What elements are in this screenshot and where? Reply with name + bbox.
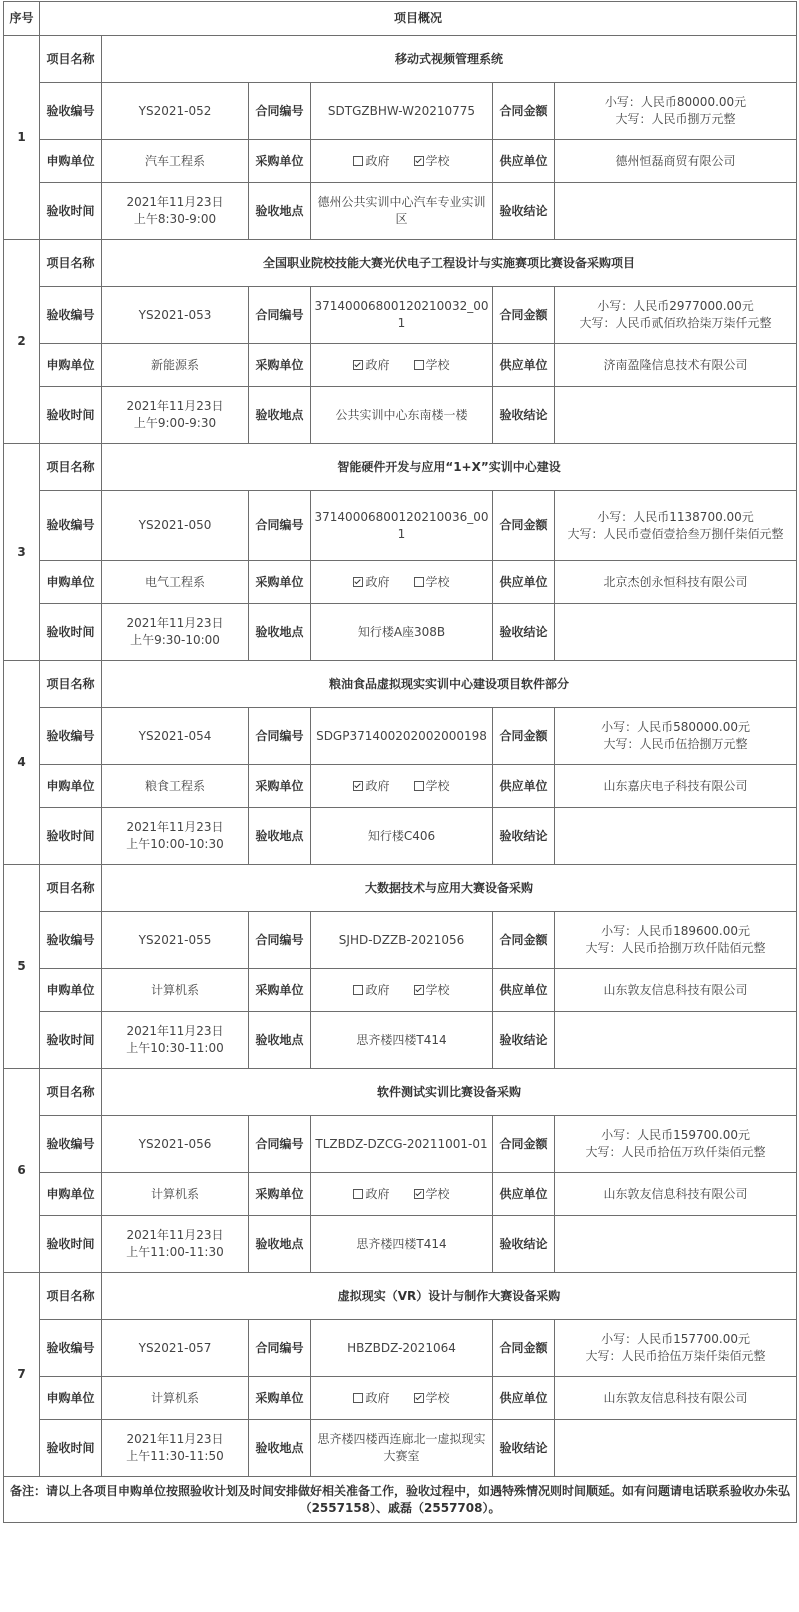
purchaser-option-gov-label: 政府 (365, 778, 390, 793)
amount-big: 大写：人民币捌万元整 (615, 112, 736, 126)
place-label: 验收地点 (249, 604, 311, 661)
empty-box-icon (414, 781, 424, 791)
applicant-label: 申购单位 (40, 140, 102, 183)
purchaser-option-school-label: 学校 (425, 574, 450, 589)
acceptance-date: 2021年11月23日 (126, 1228, 224, 1242)
purchaser-option-gov (353, 358, 389, 372)
supplier-label: 供应单位 (493, 765, 555, 808)
amount-big: 大写：人民币拾捌万玖仟陆佰元整 (585, 941, 766, 955)
purchaser-option-gov (353, 1187, 389, 1201)
project-7-time-row (4, 1420, 797, 1477)
contract-amount (555, 1116, 797, 1173)
project-2-unit-row (4, 344, 797, 387)
note-row (4, 1477, 797, 1523)
applicant-unit: 计算机系 (102, 1173, 249, 1216)
purchaser-label: 采购单位 (249, 344, 311, 387)
acceptance-conclusion (555, 387, 797, 444)
applicant-label: 申购单位 (40, 344, 102, 387)
contract-no-label: 合同编号 (249, 83, 311, 140)
acceptance-no-label: 验收编号 (40, 1116, 102, 1173)
purchaser-option-school-label: 学校 (425, 1390, 450, 1405)
acceptance-conclusion (555, 808, 797, 865)
acceptance-time (102, 1420, 249, 1477)
empty-box-icon (353, 156, 363, 166)
acceptance-conclusion (555, 183, 797, 240)
acceptance-place: 知行楼A座308B (311, 604, 493, 661)
checked-box-icon (414, 156, 424, 166)
place-label: 验收地点 (249, 1012, 311, 1069)
amount-big: 大写：人民币拾伍万柒仟柒佰元整 (585, 1349, 766, 1363)
empty-box-icon (353, 1189, 363, 1199)
project-name-label: 项目名称 (40, 661, 102, 708)
project-7-name-row (4, 1273, 797, 1320)
acceptance-time (102, 808, 249, 865)
purchaser-option-gov (353, 575, 389, 589)
project-name-label: 项目名称 (40, 1273, 102, 1320)
purchaser-option-gov (353, 779, 389, 793)
project-4-unit-row (4, 765, 797, 808)
place-label: 验收地点 (249, 808, 311, 865)
acceptance-no-label: 验收编号 (40, 912, 102, 969)
time-label: 验收时间 (40, 1216, 102, 1273)
acceptance-date: 2021年11月23日 (126, 616, 224, 630)
acceptance-time (102, 387, 249, 444)
supplier-unit: 山东敦友信息科技有限公司 (555, 1173, 797, 1216)
amount-label: 合同金额 (493, 491, 555, 561)
acceptance-schedule-table (3, 1, 797, 1523)
acceptance-no-label: 验收编号 (40, 708, 102, 765)
supplier-unit: 济南盈隆信息技术有限公司 (555, 344, 797, 387)
acceptance-time (102, 183, 249, 240)
applicant-unit: 电气工程系 (102, 561, 249, 604)
contract-amount (555, 287, 797, 344)
acceptance-no: YS2021-050 (102, 491, 249, 561)
purchaser-options (311, 1377, 493, 1420)
project-7-contract-row (4, 1320, 797, 1377)
project-name-label: 项目名称 (40, 36, 102, 83)
amount-small: 小写：人民币2977000.00元 (597, 299, 754, 313)
applicant-unit: 汽车工程系 (102, 140, 249, 183)
conclusion-label: 验收结论 (493, 808, 555, 865)
purchaser-option-school (414, 575, 450, 589)
supplier-unit: 山东嘉庆电子科技有限公司 (555, 765, 797, 808)
purchaser-options (311, 765, 493, 808)
acceptance-no: YS2021-055 (102, 912, 249, 969)
acceptance-time (102, 1012, 249, 1069)
project-2-contract-row (4, 287, 797, 344)
applicant-label: 申购单位 (40, 1377, 102, 1420)
project-4-name-row (4, 661, 797, 708)
amount-big: 大写：人民币拾伍万玖仟柒佰元整 (585, 1145, 766, 1159)
supplier-label: 供应单位 (493, 969, 555, 1012)
project-1-time-row (4, 183, 797, 240)
project-3-contract-row (4, 491, 797, 561)
acceptance-no: YS2021-052 (102, 83, 249, 140)
acceptance-no: YS2021-057 (102, 1320, 249, 1377)
amount-label: 合同金额 (493, 1116, 555, 1173)
supplier-label: 供应单位 (493, 1377, 555, 1420)
applicant-unit: 计算机系 (102, 1377, 249, 1420)
purchaser-options (311, 140, 493, 183)
acceptance-no-label: 验收编号 (40, 287, 102, 344)
note-text: 备注：请以上各项目申购单位按照验收计划及时间安排做好相关准备工作，验收过程中，如遇特殊情况则时间顺延。如有问题请电话联系验收办朱弘（2557158）、戚磊（2557708）。 (4, 1477, 797, 1523)
contract-no: 37140006800120210036_001 (311, 491, 493, 561)
seq-header: 序号 (4, 2, 40, 36)
contract-amount (555, 491, 797, 561)
contract-no-label: 合同编号 (249, 491, 311, 561)
purchaser-option-gov (353, 1391, 389, 1405)
contract-no: SJHD-DZZB-2021056 (311, 912, 493, 969)
contract-no: 37140006800120210032_001 (311, 287, 493, 344)
project-2-name-row (4, 240, 797, 287)
time-label: 验收时间 (40, 604, 102, 661)
applicant-label: 申购单位 (40, 765, 102, 808)
conclusion-label: 验收结论 (493, 183, 555, 240)
acceptance-no-label: 验收编号 (40, 1320, 102, 1377)
acceptance-date: 2021年11月23日 (126, 399, 224, 413)
purchaser-option-gov (353, 154, 389, 168)
checked-box-icon (353, 577, 363, 587)
project-6-unit-row (4, 1173, 797, 1216)
applicant-label: 申购单位 (40, 561, 102, 604)
contract-no-label: 合同编号 (249, 287, 311, 344)
contract-amount (555, 708, 797, 765)
contract-no-label: 合同编号 (249, 708, 311, 765)
acceptance-date: 2021年11月23日 (126, 820, 224, 834)
acceptance-place: 思齐楼四楼T414 (311, 1216, 493, 1273)
amount-label: 合同金额 (493, 287, 555, 344)
purchaser-options (311, 969, 493, 1012)
purchaser-option-gov-label: 政府 (365, 1186, 390, 1201)
time-label: 验收时间 (40, 1420, 102, 1477)
supplier-label: 供应单位 (493, 561, 555, 604)
applicant-label: 申购单位 (40, 969, 102, 1012)
contract-no: SDGP371400202002000198 (311, 708, 493, 765)
purchaser-label: 采购单位 (249, 140, 311, 183)
contract-no: TLZBDZ-DZCG-20211001-01 (311, 1116, 493, 1173)
time-label: 验收时间 (40, 808, 102, 865)
contract-no-label: 合同编号 (249, 912, 311, 969)
project-1-contract-row (4, 83, 797, 140)
acceptance-time-range: 上午10:30-11:00 (126, 1041, 224, 1055)
purchaser-option-school-label: 学校 (425, 778, 450, 793)
project-name-label: 项目名称 (40, 1069, 102, 1116)
acceptance-place: 德州公共实训中心汽车专业实训区 (311, 183, 493, 240)
purchaser-option-school-label: 学校 (425, 1186, 450, 1201)
project-5-name-row (4, 865, 797, 912)
checked-box-icon (353, 360, 363, 370)
acceptance-place: 公共实训中心东南楼一楼 (311, 387, 493, 444)
amount-label: 合同金额 (493, 1320, 555, 1377)
purchaser-options (311, 1173, 493, 1216)
acceptance-conclusion (555, 1012, 797, 1069)
supplier-unit: 山东敦友信息科技有限公司 (555, 1377, 797, 1420)
amount-label: 合同金额 (493, 912, 555, 969)
amount-small: 小写：人民币1138700.00元 (597, 509, 754, 524)
contract-no-label: 合同编号 (249, 1116, 311, 1173)
project-5-contract-row (4, 912, 797, 969)
project-seq: 7 (4, 1273, 40, 1477)
checked-box-icon (414, 1393, 424, 1403)
purchaser-option-gov-label: 政府 (365, 574, 390, 589)
project-name: 智能硬件开发与应用“1+X”实训中心建设 (102, 444, 797, 491)
contract-amount (555, 912, 797, 969)
acceptance-time-range: 上午9:00-9:30 (133, 416, 217, 430)
acceptance-conclusion (555, 1420, 797, 1477)
checked-box-icon (414, 985, 424, 995)
project-seq: 6 (4, 1069, 40, 1273)
empty-box-icon (353, 985, 363, 995)
project-3-name-row (4, 444, 797, 491)
amount-small: 小写：人民币189600.00元 (601, 924, 750, 938)
supplier-unit: 山东敦友信息科技有限公司 (555, 969, 797, 1012)
purchaser-option-school (414, 358, 450, 372)
purchaser-option-school (414, 779, 450, 793)
project-1-name-row (4, 36, 797, 83)
acceptance-date: 2021年11月23日 (126, 1024, 224, 1038)
purchaser-option-gov (353, 983, 389, 997)
purchaser-option-gov-label: 政府 (365, 153, 390, 168)
amount-big: 大写：人民币壹佰壹拾叁万捌仟柒佰元整 (567, 526, 784, 541)
empty-box-icon (414, 360, 424, 370)
project-5-time-row (4, 1012, 797, 1069)
purchaser-options (311, 561, 493, 604)
acceptance-time (102, 1216, 249, 1273)
contract-no: SDTGZBHW-W20210775 (311, 83, 493, 140)
project-seq: 2 (4, 240, 40, 444)
applicant-unit: 粮食工程系 (102, 765, 249, 808)
purchaser-option-school-label: 学校 (425, 153, 450, 168)
acceptance-place: 知行楼C406 (311, 808, 493, 865)
purchaser-label: 采购单位 (249, 1377, 311, 1420)
time-label: 验收时间 (40, 1012, 102, 1069)
purchaser-option-gov-label: 政府 (365, 357, 390, 372)
project-3-time-row (4, 604, 797, 661)
purchaser-option-gov-label: 政府 (365, 1390, 390, 1405)
project-name: 虚拟现实（VR）设计与制作大赛设备采购 (102, 1273, 797, 1320)
amount-small: 小写：人民币159700.00元 (601, 1128, 750, 1142)
conclusion-label: 验收结论 (493, 1012, 555, 1069)
project-name-label: 项目名称 (40, 444, 102, 491)
empty-box-icon (353, 1393, 363, 1403)
acceptance-date: 2021年11月23日 (126, 1432, 224, 1446)
conclusion-label: 验收结论 (493, 604, 555, 661)
conclusion-label: 验收结论 (493, 1216, 555, 1273)
project-1-unit-row (4, 140, 797, 183)
project-name: 软件测试实训比赛设备采购 (102, 1069, 797, 1116)
purchaser-label: 采购单位 (249, 969, 311, 1012)
conclusion-label: 验收结论 (493, 387, 555, 444)
purchaser-option-school-label: 学校 (425, 357, 450, 372)
conclusion-label: 验收结论 (493, 1420, 555, 1477)
purchaser-label: 采购单位 (249, 765, 311, 808)
header-row (4, 2, 797, 36)
acceptance-place: 思齐楼四楼T414 (311, 1012, 493, 1069)
project-name: 全国职业院校技能大赛光伏电子工程设计与实施赛项比赛设备采购项目 (102, 240, 797, 287)
acceptance-time-range: 上午11:30-11:50 (126, 1449, 224, 1463)
project-5-unit-row (4, 969, 797, 1012)
time-label: 验收时间 (40, 183, 102, 240)
supplier-unit: 北京杰创永恒科技有限公司 (555, 561, 797, 604)
project-name-label: 项目名称 (40, 240, 102, 287)
place-label: 验收地点 (249, 183, 311, 240)
acceptance-no: YS2021-056 (102, 1116, 249, 1173)
project-name: 移动式视频管理系统 (102, 36, 797, 83)
supplier-label: 供应单位 (493, 344, 555, 387)
project-name: 粮油食品虚拟现实实训中心建设项目软件部分 (102, 661, 797, 708)
purchaser-label: 采购单位 (249, 561, 311, 604)
purchaser-option-school-label: 学校 (425, 982, 450, 997)
project-6-contract-row (4, 1116, 797, 1173)
project-3-unit-row (4, 561, 797, 604)
acceptance-time-range: 上午10:00-10:30 (126, 837, 224, 851)
applicant-unit: 计算机系 (102, 969, 249, 1012)
project-6-name-row (4, 1069, 797, 1116)
contract-no-label: 合同编号 (249, 1320, 311, 1377)
project-7-unit-row (4, 1377, 797, 1420)
checked-box-icon (353, 781, 363, 791)
acceptance-time-range: 上午8:30-9:00 (133, 212, 217, 226)
project-4-time-row (4, 808, 797, 865)
acceptance-time-range: 上午11:00-11:30 (126, 1245, 224, 1259)
amount-label: 合同金额 (493, 708, 555, 765)
project-name-label: 项目名称 (40, 865, 102, 912)
acceptance-no: YS2021-054 (102, 708, 249, 765)
place-label: 验收地点 (249, 387, 311, 444)
project-seq: 3 (4, 444, 40, 661)
contract-amount (555, 1320, 797, 1377)
acceptance-date: 2021年11月23日 (126, 195, 224, 209)
acceptance-time (102, 604, 249, 661)
acceptance-time-range: 上午9:30-10:00 (130, 633, 220, 647)
project-2-time-row (4, 387, 797, 444)
acceptance-conclusion (555, 604, 797, 661)
purchaser-option-school (414, 154, 450, 168)
project-name: 大数据技术与应用大赛设备采购 (102, 865, 797, 912)
empty-box-icon (414, 577, 424, 587)
purchaser-label: 采购单位 (249, 1173, 311, 1216)
amount-small: 小写：人民币157700.00元 (601, 1332, 750, 1346)
place-label: 验收地点 (249, 1420, 311, 1477)
supplier-unit: 德州恒磊商贸有限公司 (555, 140, 797, 183)
purchaser-option-school (414, 983, 450, 997)
applicant-unit: 新能源系 (102, 344, 249, 387)
acceptance-no: YS2021-053 (102, 287, 249, 344)
applicant-label: 申购单位 (40, 1173, 102, 1216)
place-label: 验收地点 (249, 1216, 311, 1273)
amount-label: 合同金额 (493, 83, 555, 140)
acceptance-no-label: 验收编号 (40, 491, 102, 561)
project-seq: 1 (4, 36, 40, 240)
time-label: 验收时间 (40, 387, 102, 444)
project-seq: 5 (4, 865, 40, 1069)
project-4-contract-row (4, 708, 797, 765)
overview-header: 项目概况 (40, 2, 797, 36)
amount-big: 大写：人民币贰佰玖拾柒万柒仟元整 (579, 316, 772, 330)
supplier-label: 供应单位 (493, 140, 555, 183)
amount-small: 小写：人民币80000.00元 (604, 95, 747, 109)
project-6-time-row (4, 1216, 797, 1273)
contract-amount (555, 83, 797, 140)
acceptance-no-label: 验收编号 (40, 83, 102, 140)
supplier-label: 供应单位 (493, 1173, 555, 1216)
acceptance-place: 思齐楼四楼西连廊北一虚拟现实大赛室 (311, 1420, 493, 1477)
amount-small: 小写：人民币580000.00元 (601, 720, 750, 734)
contract-no: HBZBDZ-2021064 (311, 1320, 493, 1377)
purchaser-option-school (414, 1187, 450, 1201)
project-seq: 4 (4, 661, 40, 865)
purchaser-option-school (414, 1391, 450, 1405)
purchaser-option-gov-label: 政府 (365, 982, 390, 997)
acceptance-conclusion (555, 1216, 797, 1273)
purchaser-options (311, 344, 493, 387)
checked-box-icon (414, 1189, 424, 1199)
amount-big: 大写：人民币伍拾捌万元整 (603, 737, 748, 751)
